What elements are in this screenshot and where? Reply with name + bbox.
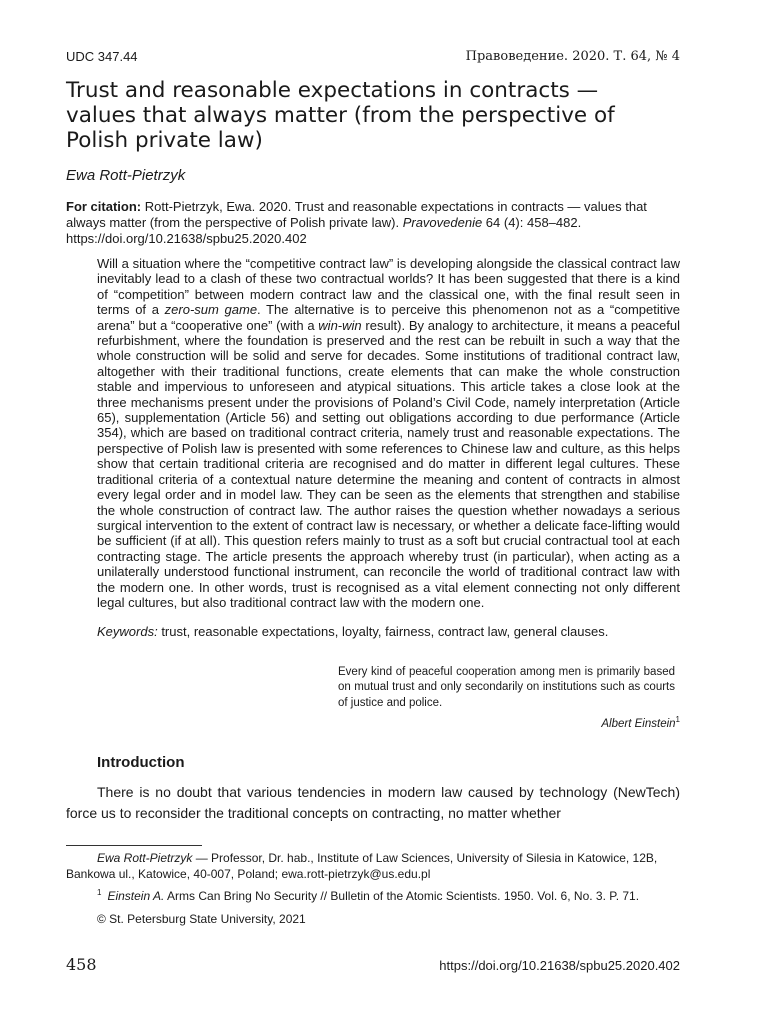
epigraph-footnote-mark: 1 [675,715,680,724]
footnote-1-author: Einstein A. [107,889,165,903]
footnote-author-details: — Professor, Dr. hab., Institute of Law Sciences, University of Silesia in Katowice, 12B, Bankowa ul., Katowice, 40-007, Poland; ewa.rott-pietrzyk@us.edu.pl [66,851,658,881]
abstract-part-2: . The alternative is to perceive this phenomenon not as a “competitive arena” but a “cooperative one” (with a [97,302,680,333]
footer-doi-link[interactable]: https://doi.org/10.21638/spbu25.2020.402 [439,958,680,973]
footnote-author-name: Ewa Rott-Pietrzyk [97,851,193,865]
footnote-author-info [66,850,680,882]
citation-label: For citation: [66,199,142,214]
article-title: Trust and reasonable expectations in contracts — values that always matter (from the perspective of Polish private law) [66,78,615,153]
udc-code: UDC 347.44 [66,49,138,64]
article-author: Ewa Rott-Pietrzyk [66,167,186,184]
journal-reference: Правоведение. 2020. Т. 64, № 4 [465,49,680,64]
page-number: 458 [66,955,97,974]
copyright-notice: © St. Petersburg State University, 2021 [97,912,306,926]
abstract-part-1: Will a situation where the “competitive contract law” is developing alongside the classical contract law inevitably lead to a clash of these two contractual worlds? It has been suggested that there is a kind of “competition” between modern contract law and the classical one, with the final result seen in terms of a [97,256,680,318]
citation-journal: Pravovedenie [402,215,483,230]
epigraph-author-name: Albert Einstein [601,717,676,730]
keywords-label: Keywords: [97,624,158,639]
introduction-paragraph: There is no doubt that various tendencies in modern law caused by technology (NewTech) force us to reconsider the traditional concepts on contracting, no matter whether [66,784,680,821]
abstract-zero-sum: zero-sum game [164,302,258,318]
epigraph-author [601,715,680,730]
keywords [97,624,680,639]
citation-text-a: Rott-Pietrzyk, Ewa. 2020. Trust and reasonable expectations in contracts — values that always matter (from the perspective of Polish private law). [66,199,647,230]
citation-block [66,199,680,247]
abstract-win-win: win-win [318,317,362,333]
keywords-text: trust, reasonable expectations, loyalty, fairness, contract law, general clauses. [157,624,609,639]
footnote-divider [66,845,202,846]
footnote-1-mark: 1 [97,888,102,897]
abstract [97,256,680,610]
section-heading-introduction: Introduction [97,754,185,771]
footnote-1 [97,888,639,903]
citation-text-b: 64 (4): 458–482. https://doi.org/10.21638/spbu25.2020.402 [66,215,582,246]
abstract-part-3: result). By analogy to architecture, it means a peaceful refurbishment, where the foundation is preserved and the rest can be rebuilt in such a way that the whole construction will be solid and serve for decades. Some institutions of traditional contract law, altogether with their traditional functions, create elements that can make the whole construction stable and impervious to unforeseen and atypical situations. This article takes a close look at the three mechanisms present under the provisions of Poland’s Civil Code, namely interpretation (Article 65), supplementation (Article 56) and setting out obligations according to due performance (Article 354), which are based on traditional contract criteria, namely trust and reasonable expectations. The perspective of Polish law is presented with some references to Chinese law and culture, as this helps show that certain traditional criteria are recognised and do matter in different legal cultures. These traditional criteria of a contextual nature determine the meaning and content of contracts in almost every legal order and in model law. They can be seen as the elements that strengthen and stabilise the whole construction of contract law. The author raises the question whether nowadays a serious surgical intervention to the extent of contract law is necessary, or whether a delicate face-lifting would be sufficient (if at all). This question refers mainly to trust as a soft but crucial contractual tool at each contracting stage. The article presents the approach whereby trust (in particular), when acting as a unilaterally understood functional instrument, can reconcile the world of traditional contract law with the modern one. In other words, trust is recognised as a vital element connecting not only different legal cultures, but also traditional contract law with the modern one. [97,317,681,610]
footnote-1-text: Arms Can Bring No Security // Bulletin of the Atomic Scientists. 1950. Vol. 6, No. 3. P. 71. [164,889,640,903]
epigraph-quote: Every kind of peaceful cooperation among men is primarily based on mutual trust and only secondarily on institutions such as courts of justice and police. [338,666,675,709]
